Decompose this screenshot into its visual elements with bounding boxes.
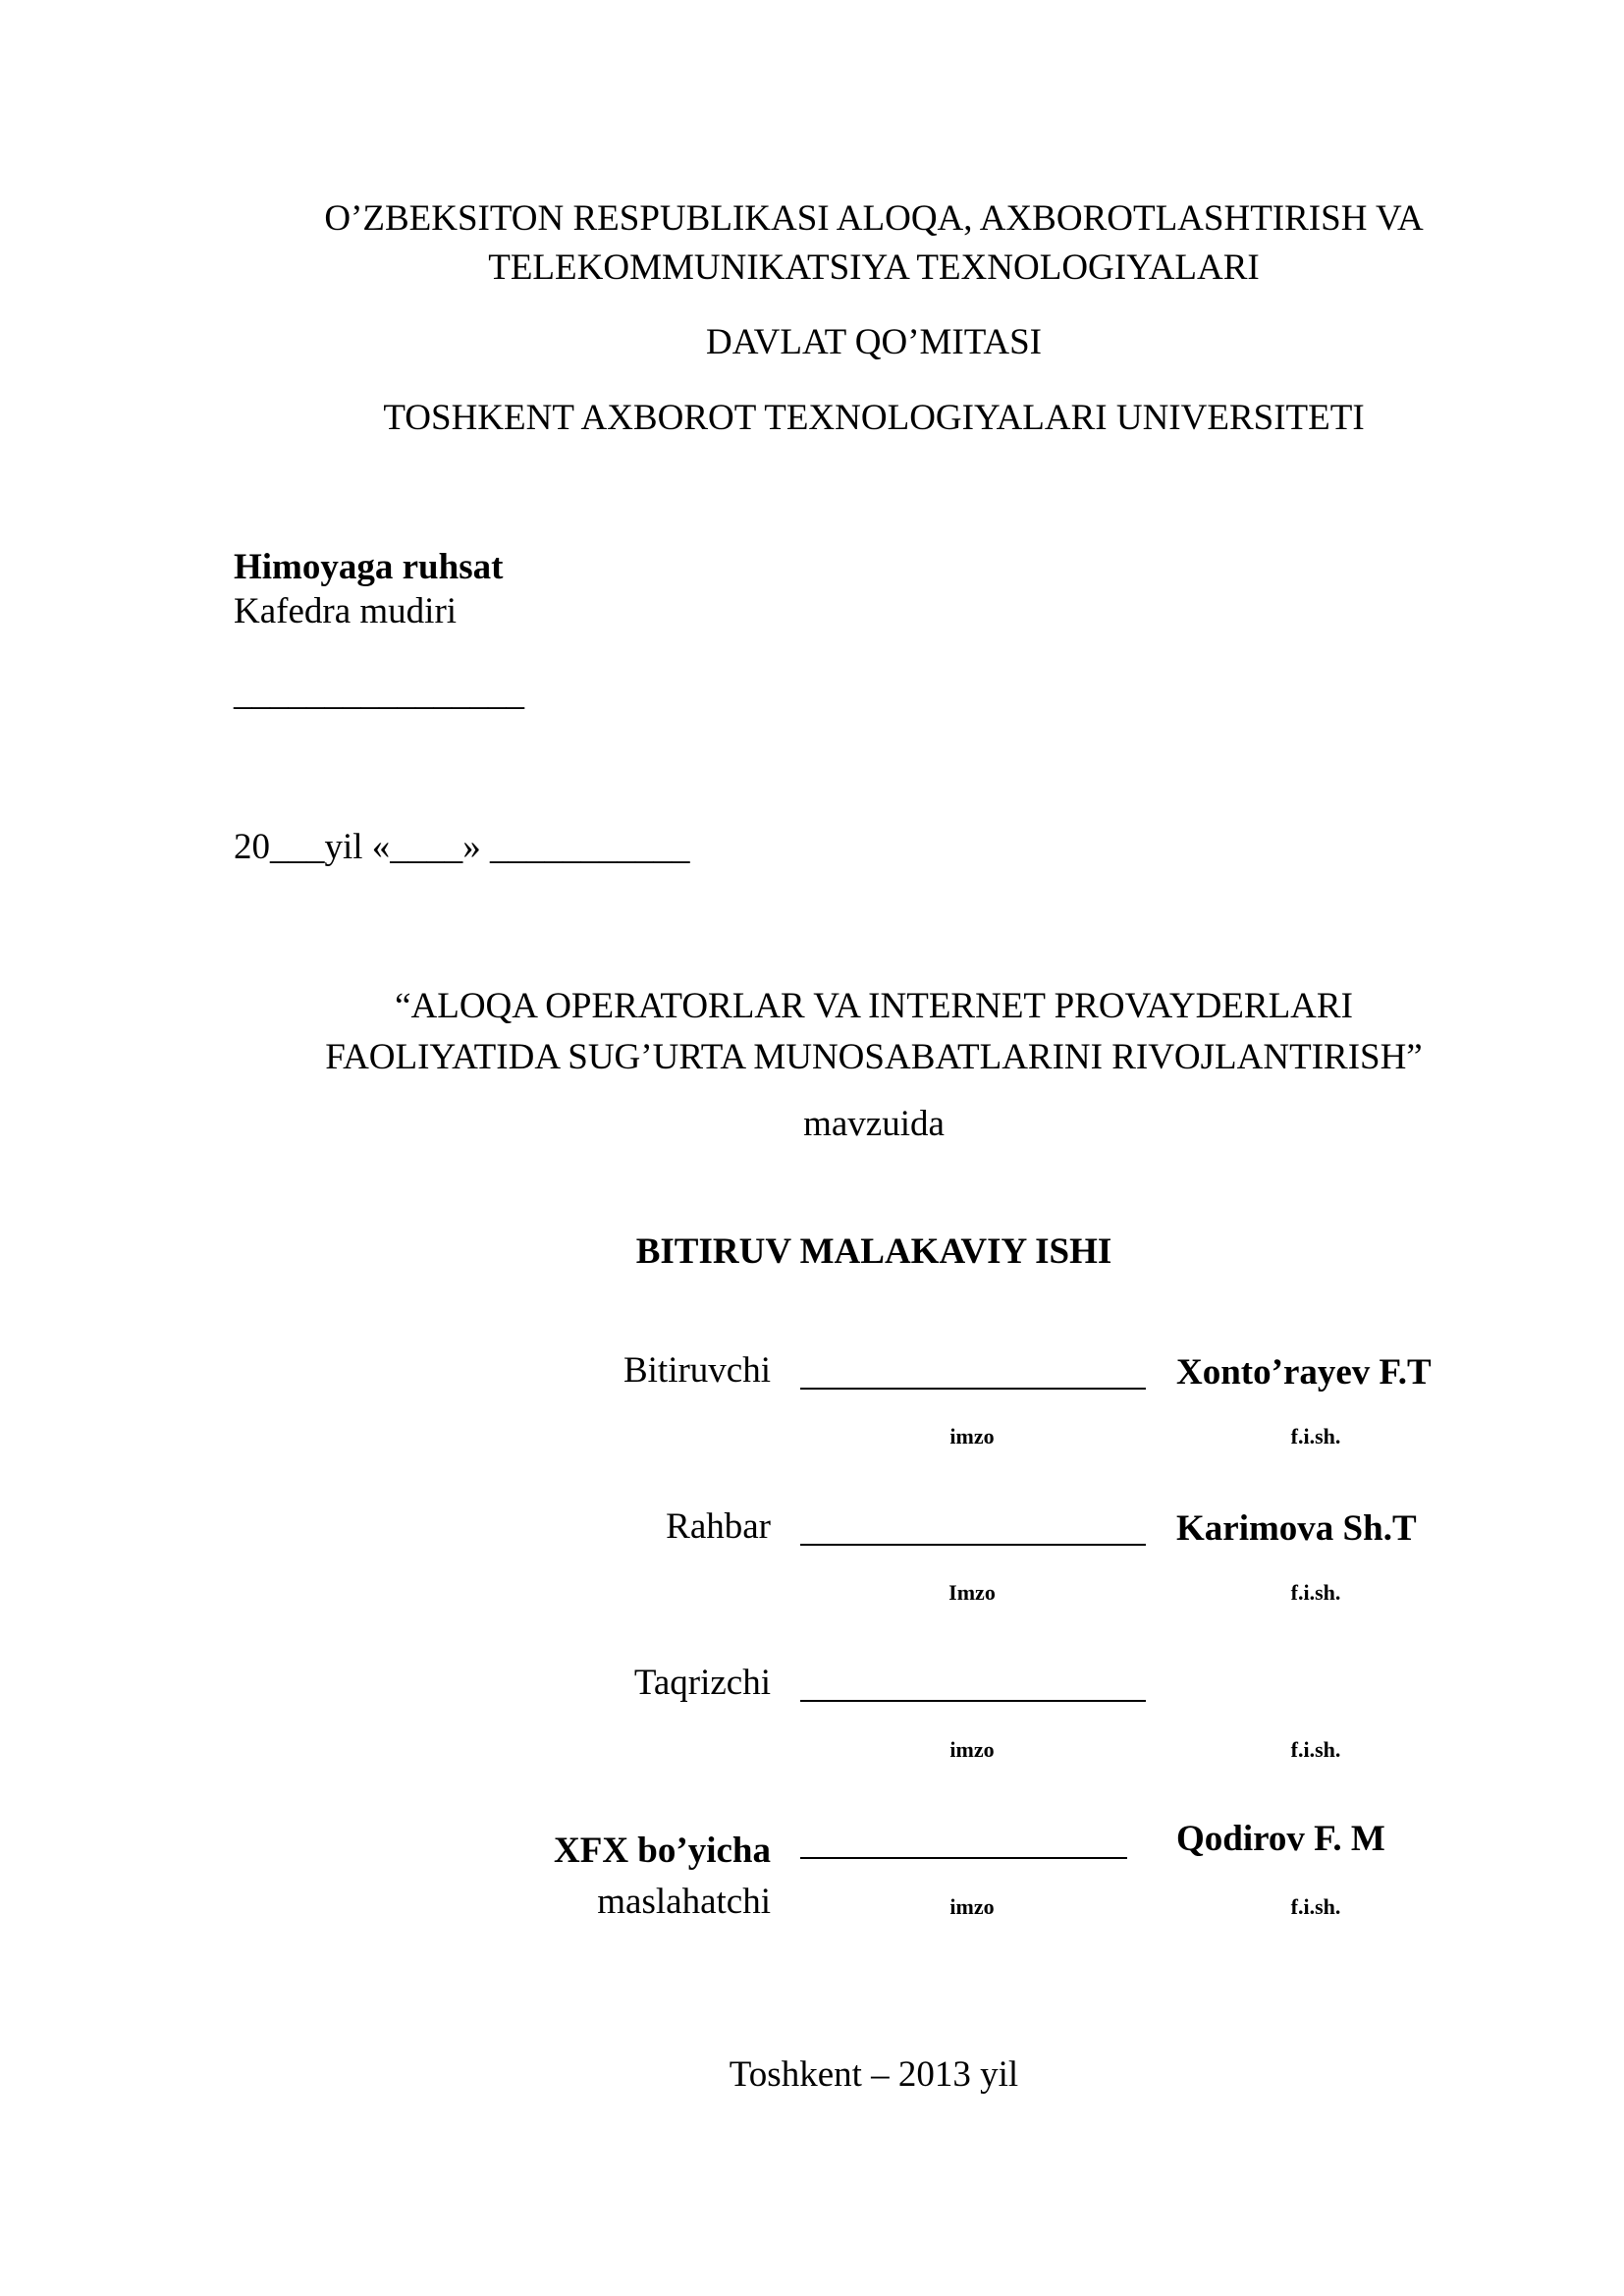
signatory-role-reviewer: Taqrizchi bbox=[633, 1663, 771, 1703]
signature-line-consultant bbox=[800, 1857, 1127, 1859]
signatory-role-consultant-line-1: XFX bo’yicha bbox=[554, 1831, 771, 1871]
topic-line-1: “ALOQA OPERATORLAR VA INTERNET PROVAYDERLARI bbox=[395, 986, 1353, 1026]
name-caption-supervisor: f.i.sh. bbox=[1290, 1580, 1341, 1605]
signatory-role-consultant-line-2: maslahatchi bbox=[597, 1882, 771, 1922]
approval-signature-line: ________________ bbox=[234, 673, 524, 713]
footer-place-year: Toshkent – 2013 yil bbox=[729, 2054, 1019, 2095]
topic-suffix: mavzuida bbox=[803, 1104, 945, 1144]
signature-line-supervisor bbox=[800, 1544, 1146, 1546]
signatory-name-graduate: Xonto’rayev F.T bbox=[1176, 1352, 1432, 1393]
signatory-name-consultant: Qodirov F. M bbox=[1176, 1819, 1385, 1859]
header-ministry-line-1: O’ZBEKSITON RESPUBLIKASI ALOQA, AXBOROTLASHTIRISH VA bbox=[324, 198, 1424, 239]
signatory-role-graduate: Bitiruvchi bbox=[623, 1350, 771, 1391]
name-caption-graduate: f.i.sh. bbox=[1290, 1424, 1341, 1449]
sign-caption-consultant: imzo bbox=[949, 1894, 995, 1919]
header-committee: DAVLAT QO’MITASI bbox=[705, 322, 1043, 362]
topic-line-2: FAOLIYATIDA SUG’URTA MUNOSABATLARINI RIVOJLANTIRISH” bbox=[325, 1037, 1423, 1077]
header-ministry-line-2: TELEKOMMUNIKATSIYA TEXNOLOGIYALARI bbox=[488, 247, 1260, 288]
signature-line-graduate bbox=[800, 1388, 1146, 1390]
sign-caption-supervisor: Imzo bbox=[948, 1580, 996, 1605]
signature-line-reviewer bbox=[800, 1700, 1146, 1702]
approval-date-line: 20___yil «____» ___________ bbox=[234, 827, 690, 867]
signatory-name-supervisor: Karimova Sh.T bbox=[1176, 1508, 1417, 1549]
signatory-role-supervisor: Rahbar bbox=[666, 1506, 771, 1547]
name-caption-reviewer: f.i.sh. bbox=[1290, 1737, 1341, 1762]
sign-caption-reviewer: imzo bbox=[949, 1737, 995, 1762]
approval-position: Kafedra mudiri bbox=[234, 591, 458, 631]
name-caption-consultant: f.i.sh. bbox=[1290, 1894, 1341, 1919]
approval-title: Himoyaga ruhsat bbox=[234, 547, 504, 587]
work-type: BITIRUV MALAKAVIY ISHI bbox=[635, 1231, 1112, 1272]
header-university: TOSHKENT AXBOROT TEXNOLOGIYALARI UNIVERSITETI bbox=[383, 398, 1365, 438]
sign-caption-graduate: imzo bbox=[949, 1424, 995, 1449]
